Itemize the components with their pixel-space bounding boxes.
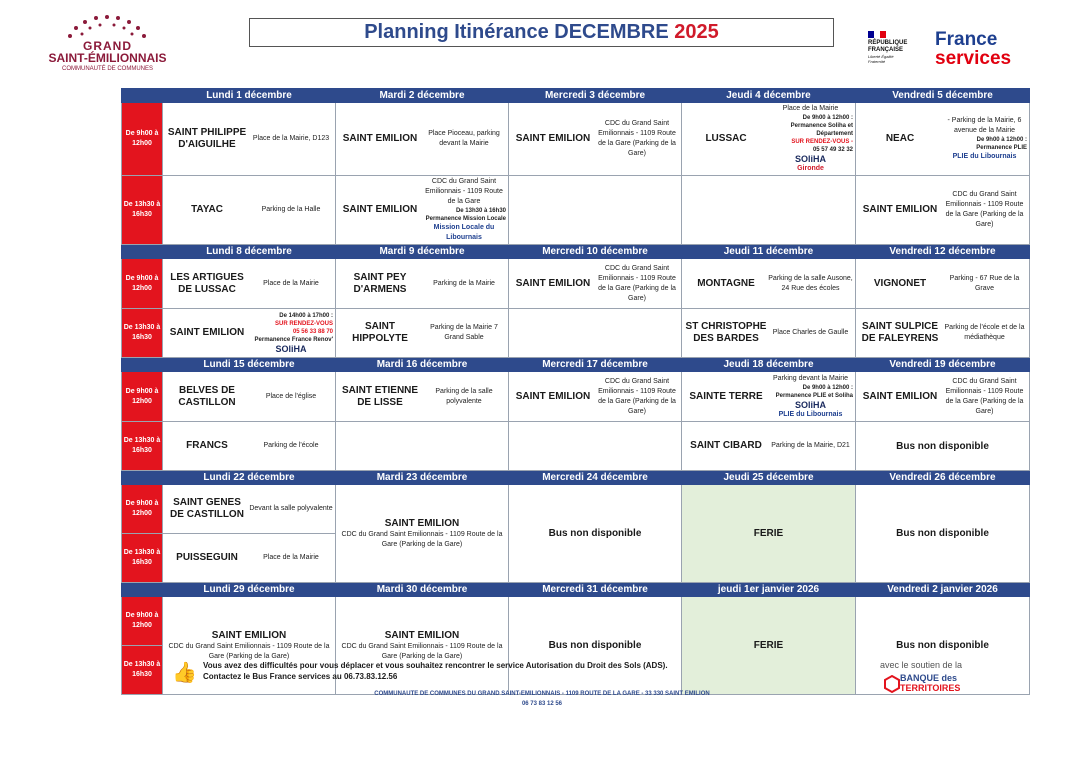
day-header: Mardi 9 décembre bbox=[336, 245, 509, 259]
schedule-cell bbox=[163, 309, 336, 358]
cell-content bbox=[336, 445, 508, 447]
address-text: Devant la salle polyvalente bbox=[249, 505, 333, 512]
address-block bbox=[249, 504, 333, 514]
partner-logo: PLIE du Libournais bbox=[778, 410, 843, 418]
day-header: Mercredi 31 décembre bbox=[509, 583, 682, 597]
day-header: Vendredi 26 décembre bbox=[856, 471, 1030, 485]
place-name: SAINT EMILION bbox=[862, 390, 938, 402]
bus-unavailable: Bus non disponible bbox=[896, 528, 989, 539]
address-text: Place de la Mairie, D123 bbox=[252, 135, 330, 142]
place-name: NEAC bbox=[885, 133, 915, 144]
place-name: PUISSEGUIN bbox=[176, 552, 238, 563]
day-header: Mercredi 24 décembre bbox=[509, 471, 682, 485]
bus-unavailable: Bus non disponible bbox=[896, 440, 989, 452]
cell-content bbox=[163, 311, 335, 355]
day-header: Mercredi 17 décembre bbox=[509, 358, 682, 372]
cell-content bbox=[509, 118, 681, 160]
rf-line-1: RÉPUBLIQUE bbox=[868, 40, 908, 46]
schedule-cell bbox=[509, 309, 682, 358]
schedule-cell bbox=[509, 422, 682, 471]
address-block bbox=[768, 441, 853, 451]
place-name: TAYAC bbox=[191, 204, 223, 215]
phone-text: 06 73 83 12 56 bbox=[521, 701, 563, 707]
cell-content bbox=[163, 271, 335, 297]
schedule-cell bbox=[509, 176, 682, 245]
permanence-note: De 13h30 à 16h30 bbox=[455, 208, 506, 214]
day-header: Mercredi 10 décembre bbox=[509, 245, 682, 259]
rf-line-3: Liberté Égalité Fraternité bbox=[868, 54, 894, 64]
week-header-row bbox=[122, 471, 1030, 485]
bdt-line-1: BANQUE des bbox=[900, 673, 958, 683]
place-name: SAINT EMILION bbox=[342, 133, 418, 144]
partner-logo: SOliHA bbox=[794, 399, 826, 410]
bus-unavailable: Bus non disponible bbox=[896, 640, 989, 651]
schedule-cell bbox=[163, 372, 336, 422]
address-text: CDC du Grand Saint Emilionnais - 1109 Route de la Gare (Parking de la Gare) bbox=[945, 191, 1024, 228]
place-name: FRANCS bbox=[186, 440, 228, 451]
schedule-cell bbox=[509, 372, 682, 422]
week-header-row bbox=[122, 89, 1030, 103]
holiday-label: FERIE bbox=[753, 528, 784, 539]
day-header: Jeudi 4 décembre bbox=[682, 89, 856, 103]
place-name: BELVES DE CASTILLON bbox=[178, 384, 236, 408]
cell-content bbox=[163, 126, 335, 152]
place-name: LES ARTIGUES DE LUSSAC bbox=[170, 271, 244, 295]
place-name: SAINT HIPPOLYTE bbox=[352, 321, 408, 344]
time-slot: De 9h00 à 12h00 bbox=[122, 372, 163, 422]
fs-line-2: services bbox=[935, 48, 1012, 69]
address-block bbox=[768, 328, 853, 338]
logo-line-1: GRAND bbox=[83, 39, 132, 53]
morning-row bbox=[122, 103, 1030, 176]
afternoon-row bbox=[122, 176, 1030, 245]
address-block bbox=[942, 274, 1027, 294]
address-text: Place Charles de Gaulle bbox=[772, 329, 849, 336]
address-text: CDC du Grand Saint Emilionnais - 1109 Route de la Gare (Parking de la Gare) bbox=[598, 120, 676, 157]
address-text: COMMUNAUTE DE COMMUNES DU GRAND SAINT-EMILIONNAIS - 1109 ROUTE DE LA GARE - 33 330 SAINT EMILION bbox=[374, 691, 710, 697]
schedule-cell bbox=[336, 259, 509, 309]
cell-content bbox=[509, 332, 681, 334]
permanence-note: Permanence Mission Locale bbox=[425, 216, 506, 222]
schedule-cell bbox=[856, 176, 1030, 245]
schedule-cell bbox=[682, 597, 856, 695]
schedule-cell bbox=[856, 309, 1030, 358]
permanence-note: 05 57 49 32 32 bbox=[812, 147, 853, 153]
cell-content bbox=[163, 384, 335, 410]
address-text: Parking de la Mairie, D21 bbox=[771, 442, 850, 449]
address-text: Parking de la Mairie bbox=[433, 279, 495, 287]
support-text: avec le soutien de la bbox=[880, 660, 963, 670]
cell-content bbox=[682, 639, 855, 652]
cell-content bbox=[682, 209, 855, 211]
place-name: SAINT EMILION bbox=[384, 629, 460, 641]
morning-row bbox=[122, 485, 1030, 534]
schedule-cell bbox=[856, 103, 1030, 176]
address-text: CDC du Grand Saint Emilionnais - 1109 Route de la Gare (Parking de la Gare) bbox=[341, 642, 503, 660]
address-text: CDC du Grand Saint Emilionnais - 1109 Route de la Gare (Parking de la Gare) bbox=[168, 642, 330, 660]
permanence-note: Permanence PLIE bbox=[976, 145, 1027, 151]
address-block bbox=[249, 279, 333, 289]
schedule-cell bbox=[336, 103, 509, 176]
place-name: SAINT ETIENNE DE LISSE bbox=[341, 384, 419, 408]
permanence-note: De 14h00 à 17h00 : bbox=[279, 313, 333, 319]
schedule-cell bbox=[682, 372, 856, 422]
schedule-cell bbox=[509, 103, 682, 176]
morning-row bbox=[122, 259, 1030, 309]
address-block bbox=[422, 387, 506, 407]
schedule-cell bbox=[856, 259, 1030, 309]
place-name: SAINT EMILION bbox=[342, 204, 418, 215]
schedule-cell bbox=[509, 259, 682, 309]
permanence-note: De 9h00 à 12h00 : bbox=[976, 137, 1027, 143]
place-name: SAINT GENES DE CASTILLON bbox=[170, 497, 244, 520]
day-header: Mardi 16 décembre bbox=[336, 358, 509, 372]
cell-content bbox=[163, 629, 335, 663]
france-services-logo bbox=[935, 30, 1011, 68]
permanence-note: SUR RENDEZ-VOUS bbox=[274, 321, 333, 327]
schedule-cell bbox=[509, 597, 682, 695]
footer-line-1: Vous avez des difficultés pour vous déplacer et vous souhaitez rencontrer le service Autorisation du Droit des Sols (ADS). bbox=[203, 661, 668, 670]
partner-logo: Gironde bbox=[797, 165, 824, 172]
schedule-cell bbox=[336, 485, 509, 583]
cell-content bbox=[509, 527, 681, 540]
cell-content bbox=[336, 176, 508, 244]
afternoon-row bbox=[122, 309, 1030, 358]
schedule-cell bbox=[682, 422, 856, 471]
schedule-cell bbox=[856, 422, 1030, 471]
cell-content bbox=[682, 273, 855, 295]
permanence-note: Permanence France Renov' bbox=[254, 337, 333, 343]
time-slot: De 9h00 à 12h00 bbox=[122, 103, 163, 176]
place-name: SAINT EMILION bbox=[169, 327, 245, 338]
cell-content bbox=[336, 629, 508, 663]
day-header: Mardi 2 décembre bbox=[336, 89, 509, 103]
address-block bbox=[249, 312, 333, 354]
place-name: SAINT SULPICE DE FALEYRENS bbox=[861, 321, 939, 344]
permanence-note: SUR RENDEZ-VOUS - bbox=[791, 139, 853, 145]
place-name: MONTAGNE bbox=[697, 277, 755, 289]
cell-content bbox=[509, 639, 681, 652]
logo-line-3: COMMUNAUTÉ DE COMMUNES bbox=[62, 66, 153, 72]
address-block bbox=[422, 323, 506, 343]
permanence-note: De 9h00 à 12h00 : bbox=[802, 115, 853, 121]
holiday-label: FERIE bbox=[753, 640, 784, 651]
place-name: SAINTE TERRE bbox=[689, 390, 763, 402]
cell-content bbox=[336, 517, 508, 551]
time-slot: De 13h30 à 16h30 bbox=[122, 534, 163, 583]
day-header: Jeudi 25 décembre bbox=[682, 471, 856, 485]
cell-content bbox=[856, 273, 1029, 295]
address-block bbox=[595, 119, 679, 159]
time-slot: De 13h30 à 16h30 bbox=[122, 646, 163, 695]
cell-content bbox=[509, 209, 681, 211]
time-slot: De 13h30 à 16h30 bbox=[122, 176, 163, 245]
address-text: CDC du Grand Saint Emilionnais - 1109 Route de la Gare (Parking de la Gare) bbox=[598, 264, 676, 302]
address-text: - Parking de la Mairie, 6 avenue de la Mairie bbox=[947, 117, 1022, 134]
address-block bbox=[595, 264, 679, 304]
schedule-cell bbox=[682, 259, 856, 309]
schedule-cell bbox=[682, 485, 856, 583]
schedule-cell bbox=[336, 309, 509, 358]
day-header: Vendredi 5 décembre bbox=[856, 89, 1030, 103]
address-text: Place de la Mairie bbox=[263, 554, 319, 561]
hexagon-icon bbox=[884, 675, 900, 693]
header-blank bbox=[122, 245, 163, 259]
cell-content bbox=[163, 496, 335, 522]
schedule-cell bbox=[163, 259, 336, 309]
place-name: ST CHRISTOPHE DES BARDES bbox=[685, 321, 767, 344]
footer-line-2: Contactez le Bus France services au 06.73.83.12.56 bbox=[203, 672, 398, 681]
address-block bbox=[422, 177, 506, 243]
place-name: SAINT PHILIPPE D'AIGUILHE bbox=[167, 127, 247, 150]
day-header: jeudi 1er janvier 2026 bbox=[682, 583, 856, 597]
cell-content bbox=[856, 639, 1029, 652]
place-name: SAINT CIBARD bbox=[690, 440, 762, 451]
partner-logo: SOliHA bbox=[794, 154, 826, 164]
cell-content bbox=[509, 376, 681, 418]
address-block bbox=[942, 323, 1027, 343]
cell-content bbox=[682, 527, 855, 540]
rf-line-2: FRANÇAISE bbox=[868, 47, 904, 53]
address-text: Parking devant la Mairie bbox=[772, 374, 849, 382]
place-name: SAINT EMILION bbox=[515, 277, 591, 289]
address-text: Parking de l'école et de la médiathèque bbox=[944, 324, 1025, 341]
schedule-cell bbox=[509, 485, 682, 583]
schedule-cell bbox=[163, 103, 336, 176]
cell-content bbox=[682, 439, 855, 453]
schedule-cell bbox=[336, 422, 509, 471]
logo-line-2: SAINT-ÉMILIONNAIS bbox=[48, 51, 167, 65]
address-block bbox=[249, 441, 333, 451]
cell-content bbox=[682, 103, 855, 175]
day-header: Lundi 8 décembre bbox=[163, 245, 336, 259]
day-header: Vendredi 2 janvier 2026 bbox=[856, 583, 1030, 597]
address-block bbox=[249, 134, 333, 144]
schedule-cell bbox=[682, 176, 856, 245]
place-name: SAINT EMILION bbox=[515, 390, 591, 402]
address-block bbox=[768, 104, 853, 174]
address-block bbox=[249, 392, 333, 402]
cell-content bbox=[336, 384, 508, 410]
address-block bbox=[942, 116, 1027, 162]
permanence-note: Permanence Soliha et Département bbox=[790, 123, 853, 137]
day-header: Lundi 29 décembre bbox=[163, 583, 336, 597]
address-text: Parking de la salle polyvalente bbox=[435, 387, 493, 405]
address-block bbox=[249, 553, 333, 563]
place-name: SAINT EMILION bbox=[862, 204, 938, 215]
permanence-note: 05 56 33 88 70 bbox=[292, 329, 333, 335]
day-header: Vendredi 19 décembre bbox=[856, 358, 1030, 372]
partner-logo: Mission Locale du Libournais bbox=[433, 224, 495, 241]
week-header-row bbox=[122, 245, 1030, 259]
bdt-line-2: TERRITOIRES bbox=[900, 683, 961, 693]
afternoon-row bbox=[122, 422, 1030, 471]
day-header: Jeudi 18 décembre bbox=[682, 358, 856, 372]
partner-logo: PLIE du Libournais bbox=[952, 153, 1017, 160]
week-header-row bbox=[122, 358, 1030, 372]
place-name: SAINT PEY D'ARMENS bbox=[353, 271, 407, 295]
cell-content bbox=[856, 527, 1029, 540]
address-text: Parking de la Halle bbox=[261, 206, 321, 213]
place-name: VIGNONET bbox=[873, 277, 927, 289]
header-blank bbox=[122, 89, 163, 103]
address-block bbox=[768, 274, 853, 294]
thumbs-up-icon: 👍 bbox=[172, 662, 197, 684]
schedule-cell bbox=[336, 372, 509, 422]
header-blank bbox=[122, 583, 163, 597]
french-flag-icon bbox=[868, 31, 886, 38]
cell-content bbox=[336, 128, 508, 150]
schedule-cell bbox=[856, 485, 1030, 583]
cell-content bbox=[336, 271, 508, 297]
title-text: Planning Itinérance DECEMBRE bbox=[364, 21, 669, 43]
day-header: Mardi 30 décembre bbox=[336, 583, 509, 597]
permanence-note: De 9h00 à 12h00 : bbox=[802, 384, 853, 391]
address-text: Place de la Mairie bbox=[263, 279, 319, 287]
week-header-row bbox=[122, 583, 1030, 597]
address-text: CDC du Grand Saint Emilionnais - 1109 Route de la Gare (Parking de la Gare) bbox=[341, 530, 503, 548]
day-header: Lundi 1 décembre bbox=[163, 89, 336, 103]
page-title bbox=[249, 18, 834, 47]
place-name: SAINT EMILION bbox=[384, 517, 460, 529]
time-slot: De 9h00 à 12h00 bbox=[122, 259, 163, 309]
schedule-cell bbox=[856, 372, 1030, 422]
address-text: Parking de l'école bbox=[263, 442, 319, 449]
cell-content bbox=[856, 320, 1029, 346]
header-blank bbox=[122, 358, 163, 372]
schedule-cell bbox=[682, 103, 856, 176]
schedule-cell bbox=[163, 422, 336, 471]
cell-content bbox=[509, 263, 681, 305]
address-block bbox=[942, 377, 1027, 417]
schedule-cell bbox=[336, 176, 509, 245]
address-block bbox=[942, 190, 1027, 230]
address-block bbox=[768, 374, 853, 420]
place-name: LUSSAC bbox=[705, 133, 747, 144]
day-header: Mercredi 3 décembre bbox=[509, 89, 682, 103]
address-block bbox=[595, 377, 679, 417]
address-text: CDC du Grand Saint Emilionnais - 1109 Route de la Gare bbox=[425, 178, 503, 205]
address-block bbox=[422, 279, 506, 289]
cell-content bbox=[163, 439, 335, 453]
cell-content bbox=[163, 203, 335, 217]
day-header: Vendredi 12 décembre bbox=[856, 245, 1030, 259]
time-slot: De 9h00 à 12h00 bbox=[122, 485, 163, 534]
address-text: Parking de la Mairie 7 Grand Sable bbox=[430, 324, 498, 341]
schedule-cell bbox=[163, 485, 336, 534]
permanence-note: Permanence PLIE et Soliha bbox=[775, 392, 853, 399]
cell-content bbox=[856, 440, 1029, 453]
day-header: Jeudi 11 décembre bbox=[682, 245, 856, 259]
cell-content bbox=[163, 551, 335, 565]
morning-row bbox=[122, 597, 1030, 646]
cell-content bbox=[682, 373, 855, 421]
fs-line-1: France bbox=[935, 29, 998, 50]
bus-unavailable: Bus non disponible bbox=[548, 528, 642, 539]
address-text: Place Pioceau, parking devant la Mairie bbox=[428, 130, 500, 147]
day-header: Lundi 15 décembre bbox=[163, 358, 336, 372]
time-slot: De 9h00 à 12h00 bbox=[122, 597, 163, 646]
partner-logo: SOliHA bbox=[275, 344, 307, 354]
address-block bbox=[422, 129, 506, 149]
place-name: SAINT EMILION bbox=[211, 629, 287, 641]
address-text: CDC du Grand Saint Emilionnais - 1109 Route de la Gare (Parking de la Gare) bbox=[598, 377, 676, 415]
address-text: Place de l'église bbox=[265, 392, 317, 400]
cell-content bbox=[856, 189, 1029, 231]
morning-row bbox=[122, 372, 1030, 422]
day-header: Mardi 23 décembre bbox=[336, 471, 509, 485]
schedule-cell bbox=[163, 534, 336, 583]
grand-saint-emilionnais-logo bbox=[40, 14, 175, 86]
bus-unavailable: Bus non disponible bbox=[548, 640, 642, 651]
time-slot: De 13h30 à 16h30 bbox=[122, 309, 163, 358]
planning-table bbox=[121, 88, 1030, 695]
cell-content bbox=[336, 320, 508, 346]
address-block bbox=[249, 205, 333, 215]
cell-content bbox=[682, 320, 855, 346]
dots-arc-icon bbox=[40, 14, 175, 40]
republique-francaise-logo bbox=[868, 31, 928, 64]
place-name: SAINT EMILION bbox=[515, 133, 591, 144]
banque-des-territoires-logo bbox=[880, 660, 1030, 693]
schedule-cell bbox=[682, 309, 856, 358]
cell-content bbox=[856, 376, 1029, 418]
time-slot: De 13h30 à 16h30 bbox=[122, 422, 163, 471]
address-text: Parking - 67 Rue de la Grave bbox=[949, 274, 1020, 292]
header-blank bbox=[122, 471, 163, 485]
title-year: 2025 bbox=[674, 21, 719, 43]
cell-content bbox=[856, 115, 1029, 163]
address-text: Place de la Mairie bbox=[782, 105, 839, 112]
day-header: Lundi 22 décembre bbox=[163, 471, 336, 485]
address-text: Parking de la salle Ausone, 24 Rue des écoles bbox=[768, 274, 853, 292]
address-text: CDC du Grand Saint Emilionnais - 1109 Route de la Gare (Parking de la Gare) bbox=[945, 377, 1024, 415]
cell-content bbox=[509, 445, 681, 447]
schedule-cell bbox=[163, 176, 336, 245]
planning-grid bbox=[121, 88, 1029, 695]
